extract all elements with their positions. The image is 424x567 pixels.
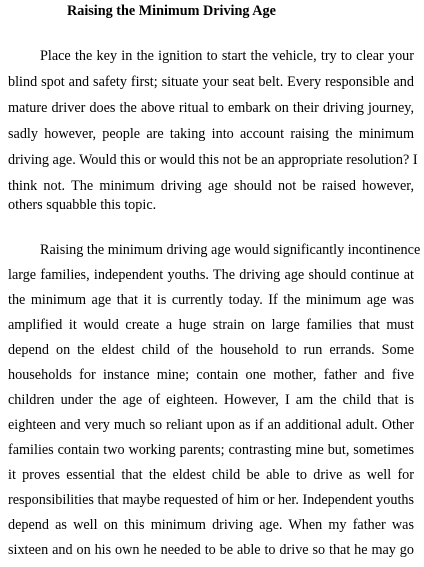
paragraph-2-line-7: children under the age of eighteen. However, I am the child that is xyxy=(8,392,414,408)
paragraph-1-line-7: others squabble this topic. xyxy=(8,197,157,213)
paragraph-2-line-8: eighteen and very much so reliant upon as if an additional adult. Other xyxy=(8,417,414,433)
paragraph-2-line-3: the minimum age that it is currently today. If the minimum age was xyxy=(8,292,414,308)
paragraph-1-line-3: mature driver does the above ritual to embark on their driving journey, xyxy=(8,100,414,116)
paragraph-2-line-11: responsibilities that maybe requested of him or her. Independent youths xyxy=(8,492,414,508)
paragraph-2-line-5: depend on the eldest child of the household to run errands. Some xyxy=(8,342,414,358)
paragraph-2-line-6: households for instance mine; contain one mother, father and five xyxy=(8,367,414,383)
paragraph-1-line-4: sadly however, people are taking into account raising the minimum xyxy=(8,126,414,142)
paragraph-2-line-13: sixteen and on his own he needed to be able to drive so that he may go xyxy=(8,542,414,558)
paragraph-1-line-6: think not. The minimum driving age should not be raised however, xyxy=(8,178,414,194)
paragraph-2-line-1: Raising the minimum driving age would significantly incontinence xyxy=(40,242,421,258)
paragraph-1-line-1: Place the key in the ignition to start the vehicle, try to clear your xyxy=(40,48,414,64)
paragraph-2-line-12: depend as well on this minimum driving age. When my father was xyxy=(8,517,414,533)
paragraph-2-line-2: large families, independent youths. The driving age should continue at xyxy=(8,267,414,283)
paragraph-2-line-9: families contain two working parents; contrasting mine but, sometimes xyxy=(8,442,414,458)
document-title: Raising the Minimum Driving Age xyxy=(67,3,276,19)
paragraph-2-line-4: amplified it would create a huge strain on large families that must xyxy=(8,317,414,333)
paragraph-1-line-5: driving age. Would this or would this not be an appropriate resolution? I xyxy=(8,152,418,168)
paragraph-2-line-10: it proves essential that the eldest child be able to drive as well for xyxy=(8,467,414,483)
paragraph-1-line-2: blind spot and safety first; situate your seat belt. Every responsible and xyxy=(8,74,414,90)
